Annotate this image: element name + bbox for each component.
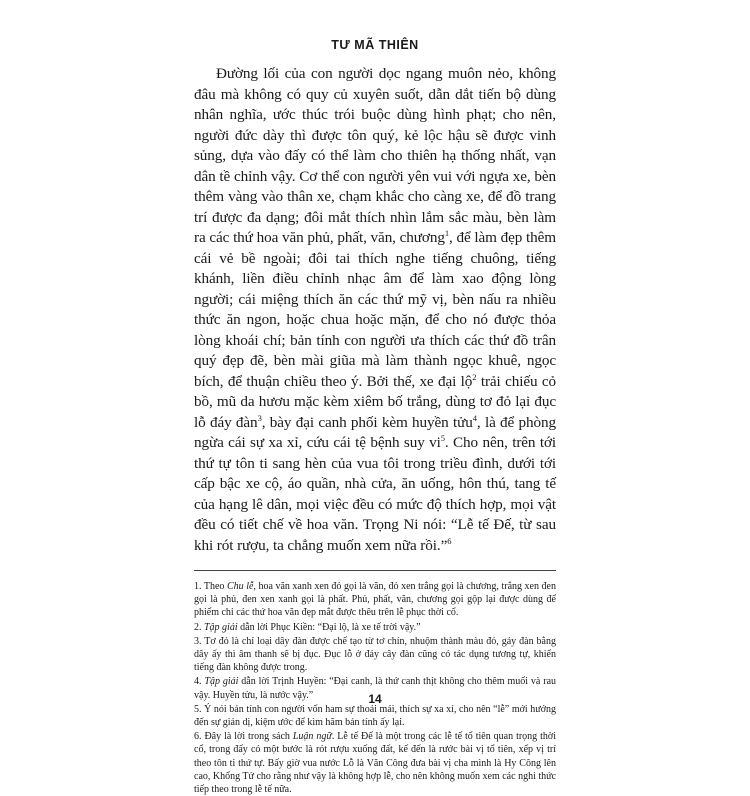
page-number: 14 <box>368 692 382 706</box>
footnote-italic: Tập giải <box>204 621 238 633</box>
footnote-text: dẫn lời Trịnh Huyền: “Đại canh, là thứ canh thịt không cho thêm muối và rau vậy. Huyền tửu, là nước vậy.” <box>194 676 557 701</box>
footnote-text: 4. <box>194 676 205 688</box>
footnote-text: , hoa văn xanh xen đỏ gọi là văn, đỏ xen trắng gọi là chương, trắng xen đen gọi là phủ, đen xen xanh gọi là phất. Phủ, phất, văn, chương gọi gộp lại được dùng để phiếm chỉ các thứ hoa văn đẹp mắt được thêu trên lễ phục thời cổ. <box>194 581 556 619</box>
footnote-ref-4: 4 <box>472 412 477 423</box>
footnote-text: 1. Theo <box>194 581 227 592</box>
footnote-ref-1: 1 <box>444 227 449 238</box>
footnote-divider <box>194 570 556 571</box>
paragraph-text: trải chiếu cỏ bồ, mũ da hươu mặc kèm xiêm bố trắng, dùng tơ đỏ lại đục lỗ đáy đàn <box>194 372 557 431</box>
running-header: TƯ MÃ THIÊN <box>331 38 419 52</box>
footnote-italic: Chu lễ <box>226 581 254 592</box>
paragraph-text: Đường lối của con người dọc ngang muôn nẻo, không đâu mà không có quy củ xuyên suốt, dẫn dắt tiến bộ dùng nhân nghĩa, ước thúc trói buộc dùng hình phạt; cho nên, người đức dày thì được tôn quý, kẻ lộc hậu sẽ được vinh sủng, dựa vào đấy có thể làm cho thiên hạ thống nhất, vạn dân tề chỉnh vậy. Cơ thể con người yên vui với ngựa xe, bèn thêm vàng vào thân xe, chạm khắc cho càng xe, để đồ trang trí được đa dạng; đôi mắt thích nhìn lắm sắc màu, bèn làm ra các thứ hoa văn phủ, phất, văn, chương <box>194 65 556 246</box>
footnote-ref-2: 2 <box>472 371 477 382</box>
footnote-ref-3: 3 <box>257 412 262 423</box>
footnote-6 <box>194 730 556 796</box>
main-paragraph <box>194 64 556 556</box>
paragraph-text: , bày đại canh phối kèm huyền tửu <box>261 413 473 431</box>
footnote-2 <box>194 621 556 634</box>
book-page <box>194 38 557 796</box>
footnote-text: . Lễ tế Đế là một trong các lễ tế tổ tiên quan trọng thời cổ, trong đấy có một bước là rót rượu xuống đất, kế đến là rước bài vị tổ tiên, xếp vị trí theo tôn ti thứ tự. Bấy giờ vua nước Lỗ là Văn Công đưa bài vị cha mình là Hy Công lên cao, Khổng Tử cho rằng như vậy là không hợp lễ, cho nên không muốn xem các nghi thức tiếp theo trong lễ tế nữa. <box>194 731 556 796</box>
footnote-3 <box>194 635 556 675</box>
footnote-italic: Luận ngữ <box>292 731 332 743</box>
paragraph-text: . Cho nên, trên tới thứ tự tôn ti sang hèn của vua tôi trong triều đình, dưới tới cấp bậc xe cộ, áo quần, nhà cửa, ăn uống, hôn thú, tang tế của hạng lê dân, mọi việc đều có mức độ thích hợp, mọi vật đều có tiết chế về hoa văn. Trọng Ni nói: “Lễ tế Đế, từ sau khi rót rượu, ta chẳng muốn xem nữa rồi.” <box>194 434 556 554</box>
footnote-1 <box>194 580 556 620</box>
paragraph-text: , là để phòng ngừa cái sự xa xỉ, cứu cái tệ bệnh suy vi <box>194 413 557 451</box>
footnote-text: 6. Đây là lời trong sách <box>194 731 293 743</box>
footnote-5 <box>194 703 556 729</box>
footnote-ref-6: 6 <box>447 535 452 546</box>
footnote-text: 3. Tơ đỏ là chỉ loại dây đàn được chế tạo từ tơ chín, nhuộm thành màu đỏ, gảy đàn bằng dây ấy thì âm thanh sẽ bị đục. Đục lỗ ở đáy cây đàn cũng có tác dụng tương tự, khiến tiếng đàn không được trong. <box>194 635 556 674</box>
paragraph-text: , để làm đẹp thêm cái vẻ bề ngoài; đôi tai thích nghe tiếng chuông, tiếng khánh, liền điều chỉnh nhạc âm để làm xao động lòng người; cái miệng thích ăn các thứ mỹ vị, bèn nấu ra nhiều thức ăn ngon, hoặc chua hoặc mặn, để cho nó được thỏa lòng khoái chí; bản tính con người ưa thích các thứ đồ trân quý đẹp đẽ, bèn mài giũa mà làm thành ngọc khuê, ngọc bích, để thuận chiều theo ý. Bởi thế, xe đại lộ <box>194 229 556 390</box>
footnote-text: 5. Ý nói bản tính con người vốn ham sự thoải mái, thích sự xa xỉ, cho nên “lễ” mới hướng đến sự giản dị, kiệm ước để kìm hãm bản tính ấy lại. <box>194 703 556 729</box>
footnote-text: 2. <box>194 621 204 633</box>
footnotes <box>194 580 556 796</box>
footnote-ref-5: 5 <box>440 432 445 443</box>
footnote-italic: Tập giải <box>204 676 239 688</box>
footnote-text: dẫn lời Phục Kiền: “Đại lộ, là xe tế trời vậy.” <box>237 621 421 633</box>
